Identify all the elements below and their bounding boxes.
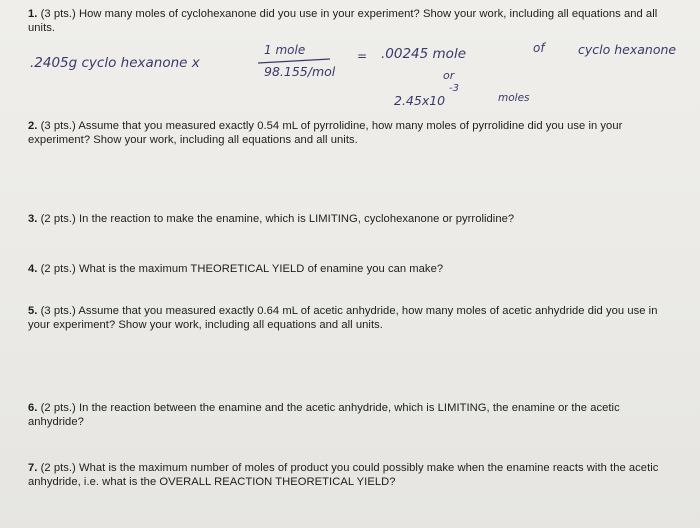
question-6 [28,401,668,429]
question-number: 1. [28,8,38,20]
question-text: (2 pts.) In the reaction between the enamine and the acetic anhydride, which is LIMITING, the enamine or the acetic anhydride? [28,402,620,428]
question-text: (3 pts.) Assume that you measured exactly 0.64 mL of acetic anhydride, how many moles of acetic anhydride did you use in your experiment? Show your work, including all equations and all units. [28,305,658,331]
question-number: 6. [28,402,38,414]
handwritten-result: .00245 mole [381,46,466,62]
question-2 [28,119,668,147]
handwritten-scientific: 2.45x10 [394,93,446,108]
handwritten-numerator: 1 mole [264,43,306,57]
question-number: 7. [28,462,38,474]
question-7 [28,461,668,489]
question-number: 5. [28,305,38,317]
handwritten-moles: moles [498,92,530,104]
handwritten-denominator: 98.155/mol [264,64,336,79]
question-number: 2. [28,120,38,132]
question-text: (2 pts.) What is the maximum number of moles of product you could possibly make when the enamine reacts with the acetic anhydride, i.e. what is the OVERALL REACTION THEORETICAL YIELD? [28,462,659,488]
handwritten-of: of [533,41,545,55]
handwritten-mass: .2405g cyclo hexanone x [30,55,200,71]
question-5 [28,304,668,332]
question-text: (3 pts.) Assume that you measured exactly 0.54 mL of pyrrolidine, how many moles of pyrrolidine did you use in your experiment? Show your work, including all equations and all units. [28,120,623,146]
handwritten-or: or [443,69,455,82]
question-text: (2 pts.) In the reaction to make the enamine, which is LIMITING, cyclohexanone or pyrrolidine? [40,213,515,225]
question-text: (3 pts.) How many moles of cyclohexanone did you use in your experiment? Show your work, including all equations and all units. [28,8,658,34]
handwritten-compound: cyclo hexanone [578,42,677,57]
question-4 [28,262,668,276]
question-3 [28,212,668,226]
handwritten-exponent: -3 [449,83,459,94]
question-number: 4. [28,263,38,275]
fraction-bar [258,59,330,63]
question-number: 3. [28,213,38,225]
question-text: (2 pts.) What is the maximum THEORETICAL YIELD of enamine you can make? [40,263,444,275]
handwritten-equals: = [357,49,368,63]
